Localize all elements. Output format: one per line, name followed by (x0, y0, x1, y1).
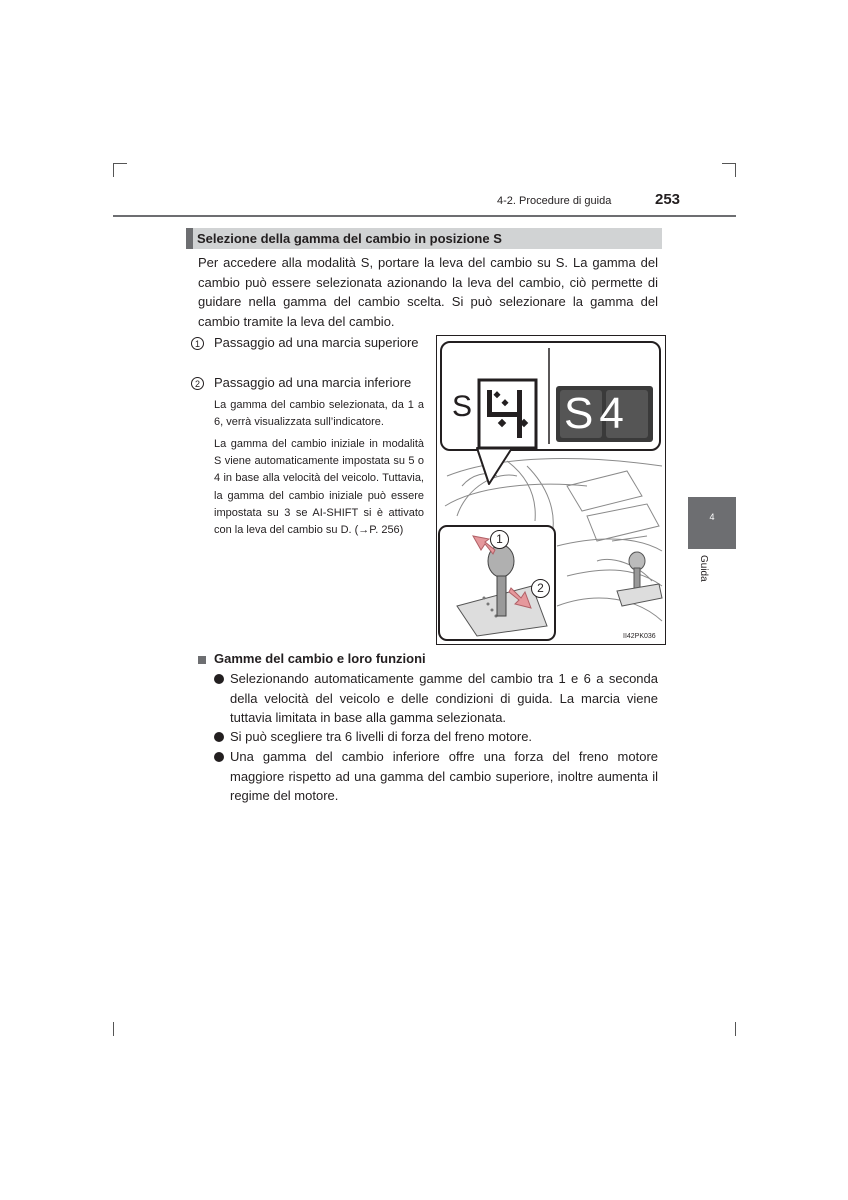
bullet-dot-2 (214, 732, 224, 742)
bullet-engine-brake-levels: Si può scegliere tra 6 livelli di forza del freno motore. (230, 729, 533, 744)
item-downshift: Passaggio ad una marcia inferiore (214, 375, 412, 390)
item-upshift: Passaggio ad una marcia superiore (214, 335, 419, 350)
section-title: Selezione della gamma del cambio in posizione S (186, 228, 662, 249)
note-initial-range: La gamma del cambio iniziale in modalità S viene automaticamente impostata su 5 o 4 in base alla velocità del veicolo. Tuttavia, la gamma del cambio iniziale può essere impostata su 3 se AI-SHIFT si è attivato con la leva del cambio su D. (→P. 256) (214, 438, 424, 537)
bullet-dot-3 (214, 752, 224, 762)
note-indicator: La gamma del cambio selezionata, da 1 a 6, verrà visualizzata sull’indicatore. (214, 399, 424, 429)
figure-frame (436, 335, 666, 645)
figure-code: II42PK036 (623, 633, 656, 640)
crop-mark-top-left-v (113, 163, 114, 177)
callout-upshift: 1 (490, 530, 509, 549)
square-bullet (198, 656, 206, 664)
crop-mark-bottom-right (735, 1022, 736, 1036)
crop-mark-top-left-h (113, 163, 127, 164)
crop-mark-top-right-v (735, 163, 736, 177)
bullet-lower-range: Una gamma del cambio inferiore offre una forza del freno motore maggiore rispetto ad una gamma del cambio superiore, inoltre aumenta il regime del motore. (230, 749, 658, 803)
running-header: 4-2. Procedure di guida (497, 195, 612, 207)
indicator-letter: S (452, 390, 473, 423)
chapter-number: 4 (709, 512, 715, 522)
gear-display-readout: S4 (564, 389, 630, 438)
subsection-title: Gamme del cambio e loro funzioni (214, 651, 426, 666)
bullet-dot-1 (214, 674, 224, 684)
page-number: 253 (655, 191, 681, 208)
crop-mark-bottom-left (113, 1022, 114, 1036)
crop-mark-top-right-h (722, 163, 736, 164)
item-number-2: 2 (191, 377, 204, 390)
header-rule (113, 215, 736, 217)
chapter-label: Guida (698, 555, 709, 582)
intro-paragraph: Per accedere alla modalità S, portare la leva del cambio su S. La gamma del cambio può essere selezionata azionando la leva del cambio, ciò permette di guidare nella gamma del cambio scelta. Si può selezionare la gamma del cambio tramite la leva del cambio. (198, 255, 658, 329)
callout-downshift: 2 (531, 579, 550, 598)
item-number-1: 1 (191, 337, 204, 350)
bullet-auto-range: Selezionando automaticamente gamme del cambio tra 1 e 6 a seconda della velocità del veicolo e delle condizioni di guida. La marcia viene tuttavia limitata in base alla gamma selezionata. (230, 671, 658, 725)
chapter-tab (688, 497, 736, 549)
gear-shift-illustration (437, 336, 665, 644)
